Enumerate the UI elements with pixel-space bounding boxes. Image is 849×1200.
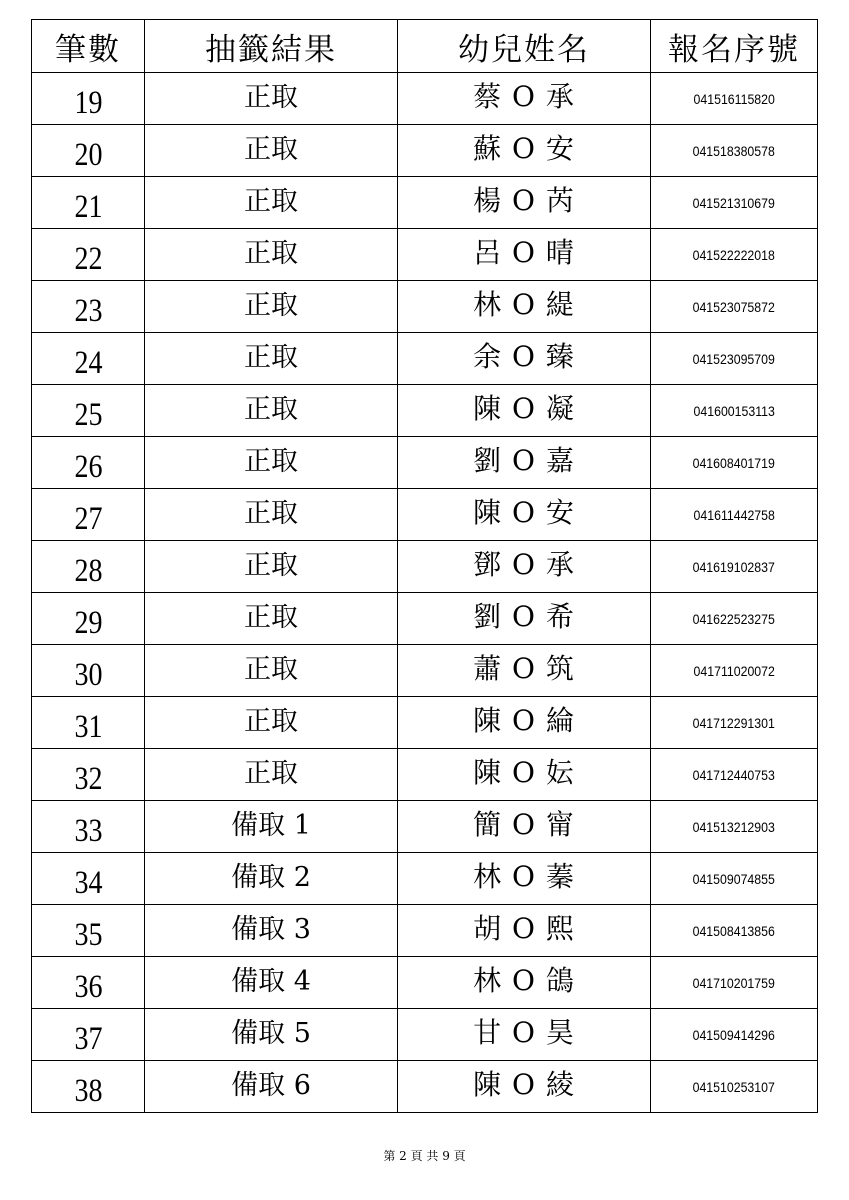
row-result-text: 正取 (244, 758, 298, 789)
header-row (32, 20, 818, 73)
row-name-cell (398, 489, 651, 541)
row-name-cell (398, 1009, 651, 1061)
row-result-text: 正取 (244, 602, 298, 633)
row-count-cell (32, 125, 145, 177)
row-result-text: 備取 6 (231, 1070, 311, 1101)
row-name-cell (398, 593, 651, 645)
table-row (32, 1061, 818, 1113)
row-count-cell (32, 749, 145, 801)
row-count-text: 28 (73, 553, 103, 589)
row-result-text: 正取 (244, 238, 298, 269)
row-result-text: 正取 (244, 342, 298, 373)
row-reg-text: 041600153113 (693, 403, 775, 419)
row-result-text: 正取 (244, 550, 298, 581)
row-reg-text: 041523075872 (692, 299, 776, 315)
row-result-cell (145, 697, 398, 749)
table-row (32, 125, 818, 177)
row-result-text: 正取 (244, 134, 298, 165)
row-count-text: 24 (73, 345, 103, 381)
row-name-text: 林 O 鴿 (473, 963, 575, 997)
row-reg-text: 041622523275 (692, 611, 776, 627)
table-row (32, 73, 818, 125)
table-row (32, 749, 818, 801)
row-result-cell (145, 385, 398, 437)
header-count: 筆數 (32, 20, 145, 73)
row-reg-text: 041521310679 (692, 195, 776, 211)
row-result-text: 正取 (244, 394, 298, 425)
row-name-cell (398, 281, 651, 333)
row-reg-text: 041509414296 (692, 1027, 776, 1043)
row-reg-text: 041711020072 (693, 663, 775, 679)
row-count-cell (32, 593, 145, 645)
row-count-cell (32, 1009, 145, 1061)
row-name-text: 陳 O 綾 (473, 1067, 575, 1101)
table-row (32, 853, 818, 905)
row-name-cell (398, 229, 651, 281)
row-name-text: 陳 O 妘 (473, 755, 575, 789)
row-reg-cell (651, 801, 818, 853)
row-reg-cell (651, 749, 818, 801)
row-count-cell (32, 385, 145, 437)
row-name-text: 呂 O 晴 (473, 235, 575, 269)
row-reg-text: 041513212903 (692, 819, 776, 835)
row-count-text: 31 (73, 709, 103, 745)
row-name-text: 林 O 蓁 (473, 859, 575, 893)
row-name-text: 蘇 O 安 (473, 131, 575, 165)
row-result-cell (145, 905, 398, 957)
header-reg: 報名序號 (651, 20, 818, 73)
table-row (32, 957, 818, 1009)
table-row (32, 697, 818, 749)
row-name-cell (398, 73, 651, 125)
row-count-cell (32, 905, 145, 957)
row-name-cell (398, 541, 651, 593)
row-result-text: 正取 (244, 498, 298, 529)
header-name: 幼兒姓名 (398, 20, 651, 73)
row-count-cell (32, 177, 145, 229)
row-result-cell (145, 333, 398, 385)
row-reg-cell (651, 437, 818, 489)
row-reg-text: 041523095709 (692, 351, 776, 367)
row-count-text: 33 (73, 813, 103, 849)
row-count-text: 32 (73, 761, 103, 797)
row-reg-cell (651, 1009, 818, 1061)
row-count-text: 20 (73, 137, 103, 173)
row-result-cell (145, 801, 398, 853)
row-name-text: 蕭 O 筑 (473, 651, 575, 685)
row-count-text: 19 (73, 85, 103, 121)
row-result-cell (145, 645, 398, 697)
table-row (32, 281, 818, 333)
row-count-cell (32, 541, 145, 593)
row-reg-text: 041611442758 (693, 507, 775, 523)
row-result-cell (145, 541, 398, 593)
table-row (32, 229, 818, 281)
header-result: 抽籤結果 (145, 20, 398, 73)
table-row (32, 905, 818, 957)
table-row (32, 385, 818, 437)
row-reg-cell (651, 905, 818, 957)
row-reg-cell (651, 957, 818, 1009)
row-name-cell (398, 957, 651, 1009)
row-result-cell (145, 853, 398, 905)
row-result-text: 備取 4 (231, 966, 311, 997)
row-reg-text: 041516115820 (693, 91, 775, 107)
row-name-text: 鄧 O 承 (473, 547, 575, 581)
row-name-cell (398, 853, 651, 905)
row-count-text: 27 (73, 501, 103, 537)
row-reg-cell (651, 593, 818, 645)
row-count-cell (32, 229, 145, 281)
row-count-cell (32, 489, 145, 541)
lottery-results-sheet (31, 19, 817, 1113)
row-count-cell (32, 645, 145, 697)
row-count-text: 37 (73, 1021, 103, 1057)
row-count-text: 22 (73, 241, 103, 277)
row-reg-text: 041710201759 (692, 975, 776, 991)
row-reg-text: 041608401719 (692, 455, 776, 471)
row-name-cell (398, 1061, 651, 1113)
row-result-text: 備取 2 (231, 862, 311, 893)
row-name-text: 甘 O 昊 (473, 1015, 575, 1049)
row-name-cell (398, 749, 651, 801)
row-result-cell (145, 489, 398, 541)
row-result-cell (145, 281, 398, 333)
row-count-cell (32, 697, 145, 749)
row-count-cell (32, 957, 145, 1009)
row-result-text: 備取 5 (231, 1018, 311, 1049)
row-count-cell (32, 281, 145, 333)
row-reg-cell (651, 1061, 818, 1113)
row-name-cell (398, 905, 651, 957)
row-result-cell (145, 229, 398, 281)
row-reg-text: 041508413856 (692, 923, 776, 939)
row-result-text: 正取 (244, 446, 298, 477)
row-count-cell (32, 333, 145, 385)
row-reg-cell (651, 177, 818, 229)
row-name-text: 簡 O 甯 (473, 807, 575, 841)
row-name-cell (398, 385, 651, 437)
row-result-text: 正取 (244, 186, 298, 217)
row-reg-cell (651, 541, 818, 593)
lottery-results-table (31, 19, 818, 1113)
row-count-text: 29 (73, 605, 103, 641)
row-reg-cell (651, 125, 818, 177)
row-name-cell (398, 437, 651, 489)
row-name-text: 林 O 緹 (473, 287, 575, 321)
row-name-cell (398, 177, 651, 229)
row-result-text: 正取 (244, 706, 298, 737)
row-count-text: 34 (73, 865, 103, 901)
row-count-cell (32, 73, 145, 125)
row-name-text: 劉 O 希 (473, 599, 575, 633)
row-result-cell (145, 1009, 398, 1061)
row-count-text: 25 (73, 397, 103, 433)
row-result-text: 正取 (244, 82, 298, 113)
row-name-text: 陳 O 安 (473, 495, 575, 529)
row-result-cell (145, 1061, 398, 1113)
row-reg-text: 041712440753 (692, 767, 776, 783)
row-reg-cell (651, 697, 818, 749)
row-name-text: 陳 O 綸 (473, 703, 575, 737)
row-name-text: 胡 O 熙 (473, 911, 575, 945)
row-result-cell (145, 437, 398, 489)
row-name-text: 陳 O 凝 (473, 391, 575, 425)
row-reg-text: 041712291301 (692, 715, 776, 731)
row-count-cell (32, 853, 145, 905)
table-row (32, 541, 818, 593)
row-count-cell (32, 1061, 145, 1113)
row-result-cell (145, 73, 398, 125)
row-reg-cell (651, 333, 818, 385)
row-count-text: 23 (73, 293, 103, 329)
row-reg-cell (651, 229, 818, 281)
row-name-cell (398, 125, 651, 177)
row-count-text: 30 (73, 657, 103, 693)
row-reg-text: 041510253107 (692, 1079, 776, 1095)
row-name-text: 蔡 O 承 (473, 79, 575, 113)
row-name-text: 楊 O 芮 (473, 183, 575, 217)
row-reg-cell (651, 645, 818, 697)
row-count-cell (32, 437, 145, 489)
row-name-cell (398, 801, 651, 853)
row-reg-text: 041518380578 (692, 143, 776, 159)
row-count-text: 36 (73, 969, 103, 1005)
row-reg-cell (651, 385, 818, 437)
table-row (32, 333, 818, 385)
row-result-text: 正取 (244, 290, 298, 321)
row-count-text: 26 (73, 449, 103, 485)
table-row (32, 801, 818, 853)
page-footer: 第 2 頁 共 9 頁 (383, 1149, 466, 1163)
row-result-cell (145, 593, 398, 645)
row-name-cell (398, 697, 651, 749)
row-reg-cell (651, 73, 818, 125)
row-count-text: 21 (73, 189, 103, 225)
row-name-text: 余 O 臻 (473, 339, 575, 373)
row-count-cell (32, 801, 145, 853)
row-reg-cell (651, 853, 818, 905)
row-reg-text: 041619102837 (692, 559, 776, 575)
row-result-text: 備取 1 (231, 810, 311, 841)
row-result-cell (145, 749, 398, 801)
row-count-text: 38 (73, 1073, 103, 1109)
row-count-text: 35 (73, 917, 103, 953)
row-result-cell (145, 125, 398, 177)
row-result-cell (145, 957, 398, 1009)
table-row (32, 1009, 818, 1061)
row-reg-text: 041522222018 (692, 247, 776, 263)
row-result-text: 備取 3 (231, 914, 311, 945)
row-name-text: 劉 O 嘉 (473, 443, 575, 477)
row-name-cell (398, 645, 651, 697)
row-reg-cell (651, 489, 818, 541)
table-row (32, 437, 818, 489)
table-row (32, 645, 818, 697)
row-reg-cell (651, 281, 818, 333)
row-result-cell (145, 177, 398, 229)
row-result-text: 正取 (244, 654, 298, 685)
table-row (32, 177, 818, 229)
table-row (32, 489, 818, 541)
table-row (32, 593, 818, 645)
row-name-cell (398, 333, 651, 385)
row-reg-text: 041509074855 (692, 871, 776, 887)
table-body (32, 73, 818, 1113)
